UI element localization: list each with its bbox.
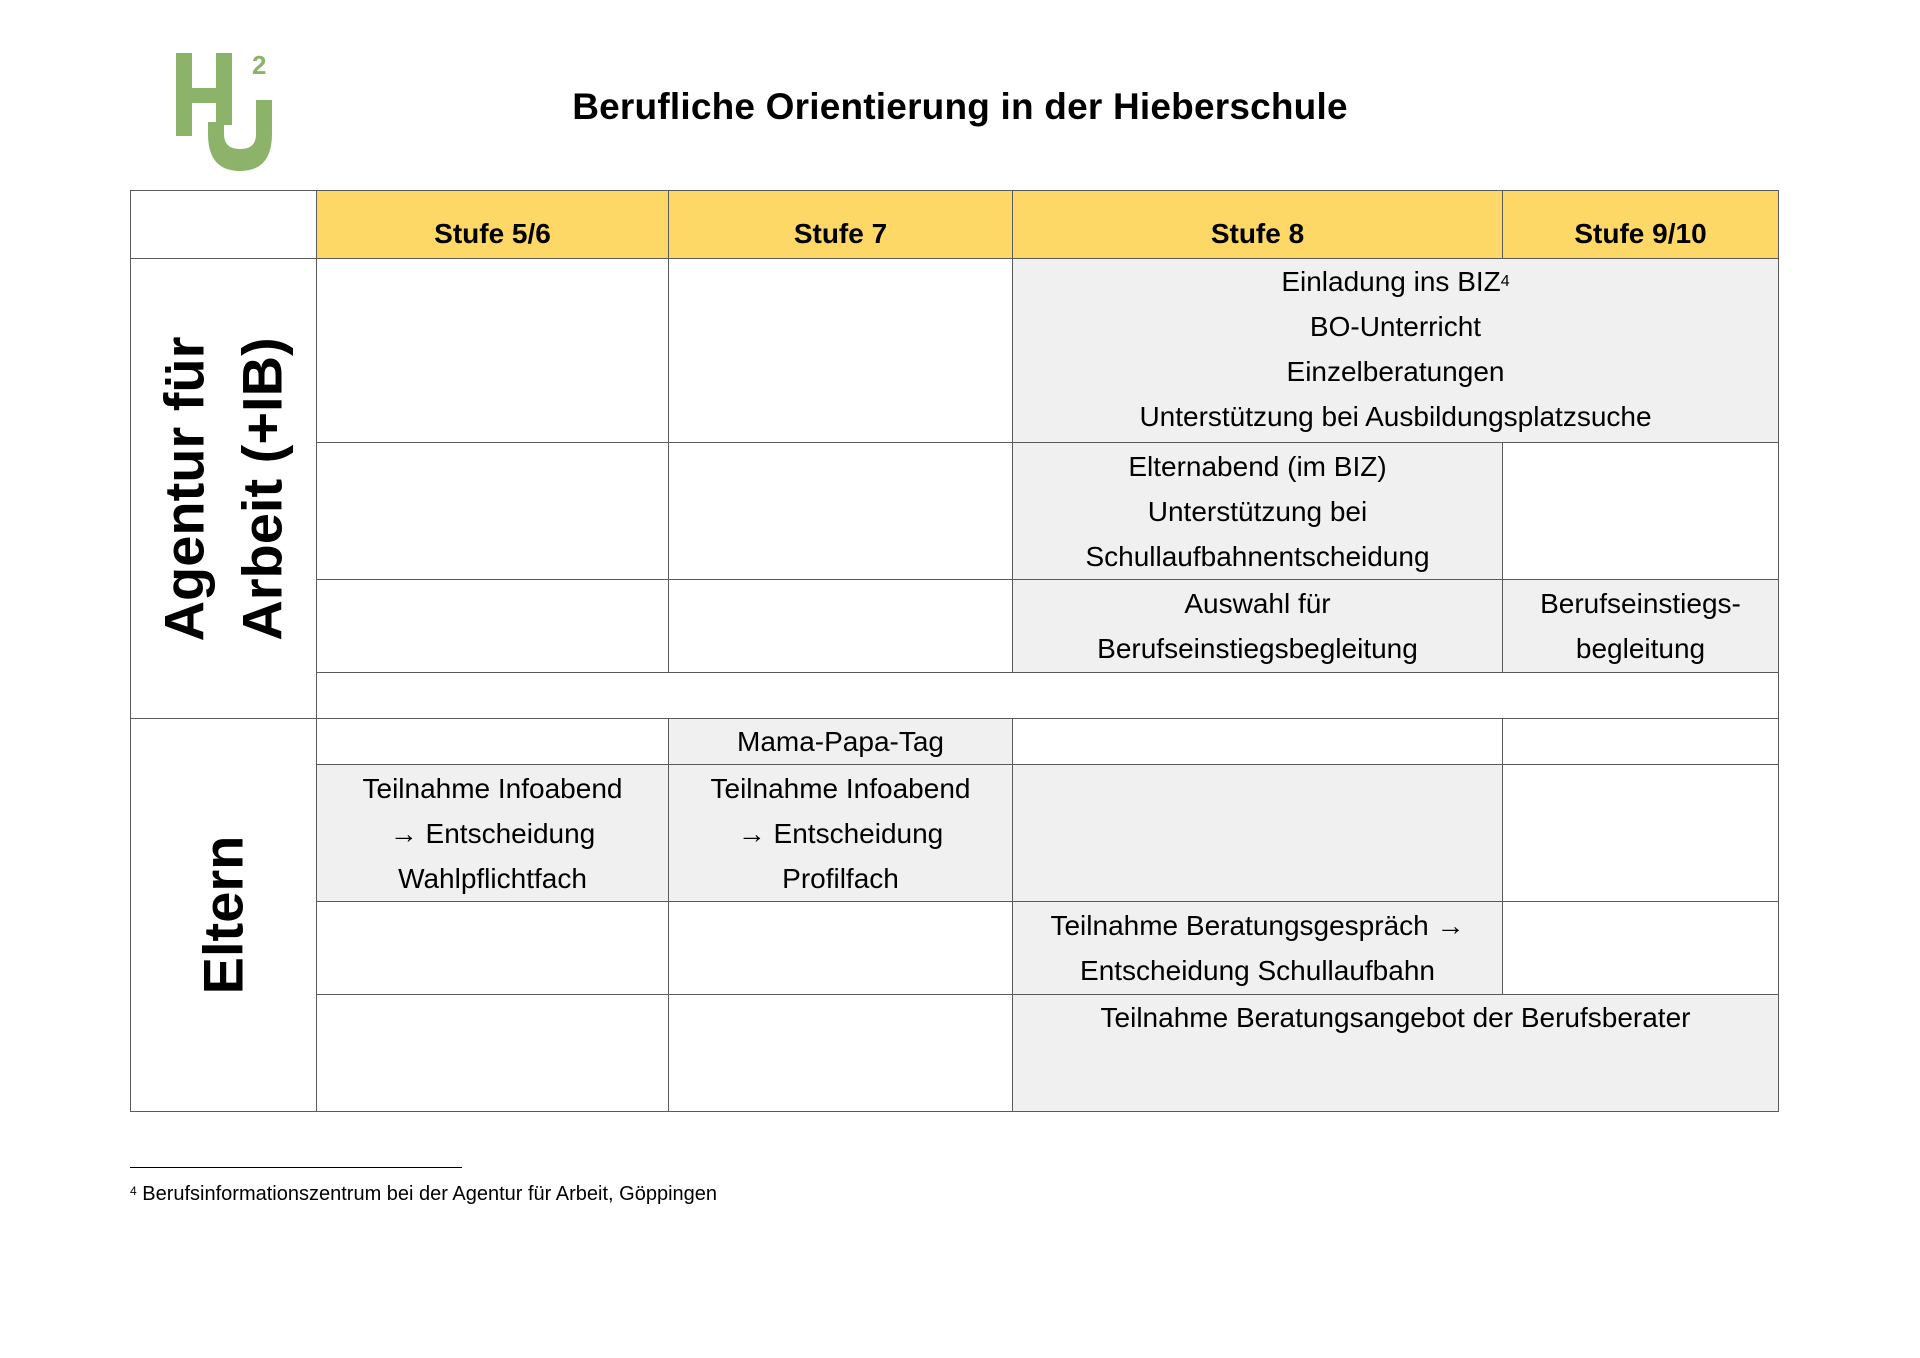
header-stufe-9-10: Stufe 9/10 (1503, 191, 1779, 259)
infoabend-56-line1: Teilnahme Infoabend (362, 772, 623, 804)
beratung-line1: Teilnahme Beratungsgespräch → (1050, 910, 1465, 942)
infoabend-7-cell (669, 765, 1013, 902)
beratung-cell (1013, 902, 1503, 994)
infoabend-7-line3: Profilfach (782, 862, 899, 894)
berufseinstieg-line2: begleitung (1575, 633, 1706, 665)
empty-cell (669, 902, 1013, 994)
empty-cell (317, 259, 669, 443)
empty-shaded-cell (1013, 765, 1503, 902)
section-label-agentur-line2: Arbeit (+IB) (230, 336, 294, 641)
elternabend-line3: Schullaufbahnentscheidung (1085, 540, 1430, 572)
header-corner-cell (131, 191, 317, 259)
empty-cell (669, 259, 1013, 443)
empty-cell (1013, 719, 1503, 765)
berufseinstieg-line1: Berufseinstiegs- (1540, 588, 1741, 620)
empty-cell (669, 442, 1013, 580)
empty-cell (669, 994, 1013, 1111)
table-row (131, 259, 1779, 443)
infoabend-56-cell (317, 765, 669, 902)
section-label-eltern (131, 719, 317, 1112)
empty-cell (1503, 902, 1779, 994)
footnote (130, 1183, 717, 1206)
empty-cell (1503, 719, 1779, 765)
header-stufe-8: Stufe 8 (1013, 191, 1503, 259)
infoabend-56-line2: → Entscheidung (389, 817, 596, 849)
section-label-agentur-line1: Agentur für (152, 336, 216, 641)
elternabend-line2: Unterstützung bei (1147, 495, 1368, 527)
footnote-mark: 4 (130, 1184, 137, 1198)
mama-papa-cell (669, 719, 1013, 765)
page-title: Berufliche Orientierung in der Hieberschule (572, 86, 1348, 127)
orientation-table (130, 190, 1779, 1112)
auswahl-line2: Berufseinstiegsbegleitung (1097, 633, 1418, 665)
header-stufe-5-6: Stufe 5/6 (317, 191, 669, 259)
empty-cell (317, 902, 669, 994)
mama-papa-text: Mama-Papa-Tag (737, 726, 944, 758)
biz-cell (1013, 259, 1779, 443)
empty-spacer-cell (317, 672, 1779, 718)
biz-line4: Unterstützung bei Ausbildungsplatzsuche (1139, 401, 1652, 432)
infoabend-7-line2: → Entscheidung (737, 817, 944, 849)
empty-cell (317, 442, 669, 580)
footnote-separator (130, 1167, 462, 1168)
berufsberater-text: Teilnahme Beratungsangebot der Berufsberater (1100, 1001, 1691, 1033)
berufsberater-cell (1013, 994, 1779, 1111)
elternabend-line1: Elternabend (im BIZ) (1128, 450, 1387, 482)
auswahl-line1: Auswahl für (1184, 588, 1331, 620)
table-row (131, 719, 1779, 765)
footnote-text: Berufsinformationszentrum bei der Agentur für Arbeit, Göppingen (142, 1183, 718, 1205)
empty-cell (1503, 442, 1779, 580)
section-label-agentur (131, 259, 317, 719)
auswahl-cell (1013, 580, 1503, 672)
header-row (131, 191, 1779, 259)
empty-cell (669, 580, 1013, 672)
biz-line1: Einladung ins BIZ (1281, 266, 1501, 297)
empty-cell (317, 994, 669, 1111)
infoabend-7-line1: Teilnahme Infoabend (710, 772, 971, 804)
table-row (131, 902, 1779, 994)
table-row (131, 442, 1779, 580)
biz-line2: BO-Unterricht (1309, 311, 1482, 342)
table-row (131, 765, 1779, 902)
table-row (131, 672, 1779, 718)
footnote-ref: 4 (1500, 273, 1510, 290)
berufseinstieg-cell (1503, 580, 1779, 672)
section-label-eltern-text: Eltern (191, 835, 255, 995)
header-stufe-7: Stufe 7 (669, 191, 1013, 259)
empty-cell (317, 580, 669, 672)
table-row (131, 994, 1779, 1111)
elternabend-cell (1013, 442, 1503, 580)
biz-line3: Einzelberatungen (1286, 356, 1505, 387)
beratung-line2: Entscheidung Schullaufbahn (1080, 955, 1435, 987)
svg-text:2: 2 (252, 50, 267, 80)
infoabend-56-line3: Wahlpflichtfach (398, 862, 587, 894)
empty-cell (1503, 765, 1779, 902)
empty-cell (317, 719, 669, 765)
table-row (131, 580, 1779, 672)
